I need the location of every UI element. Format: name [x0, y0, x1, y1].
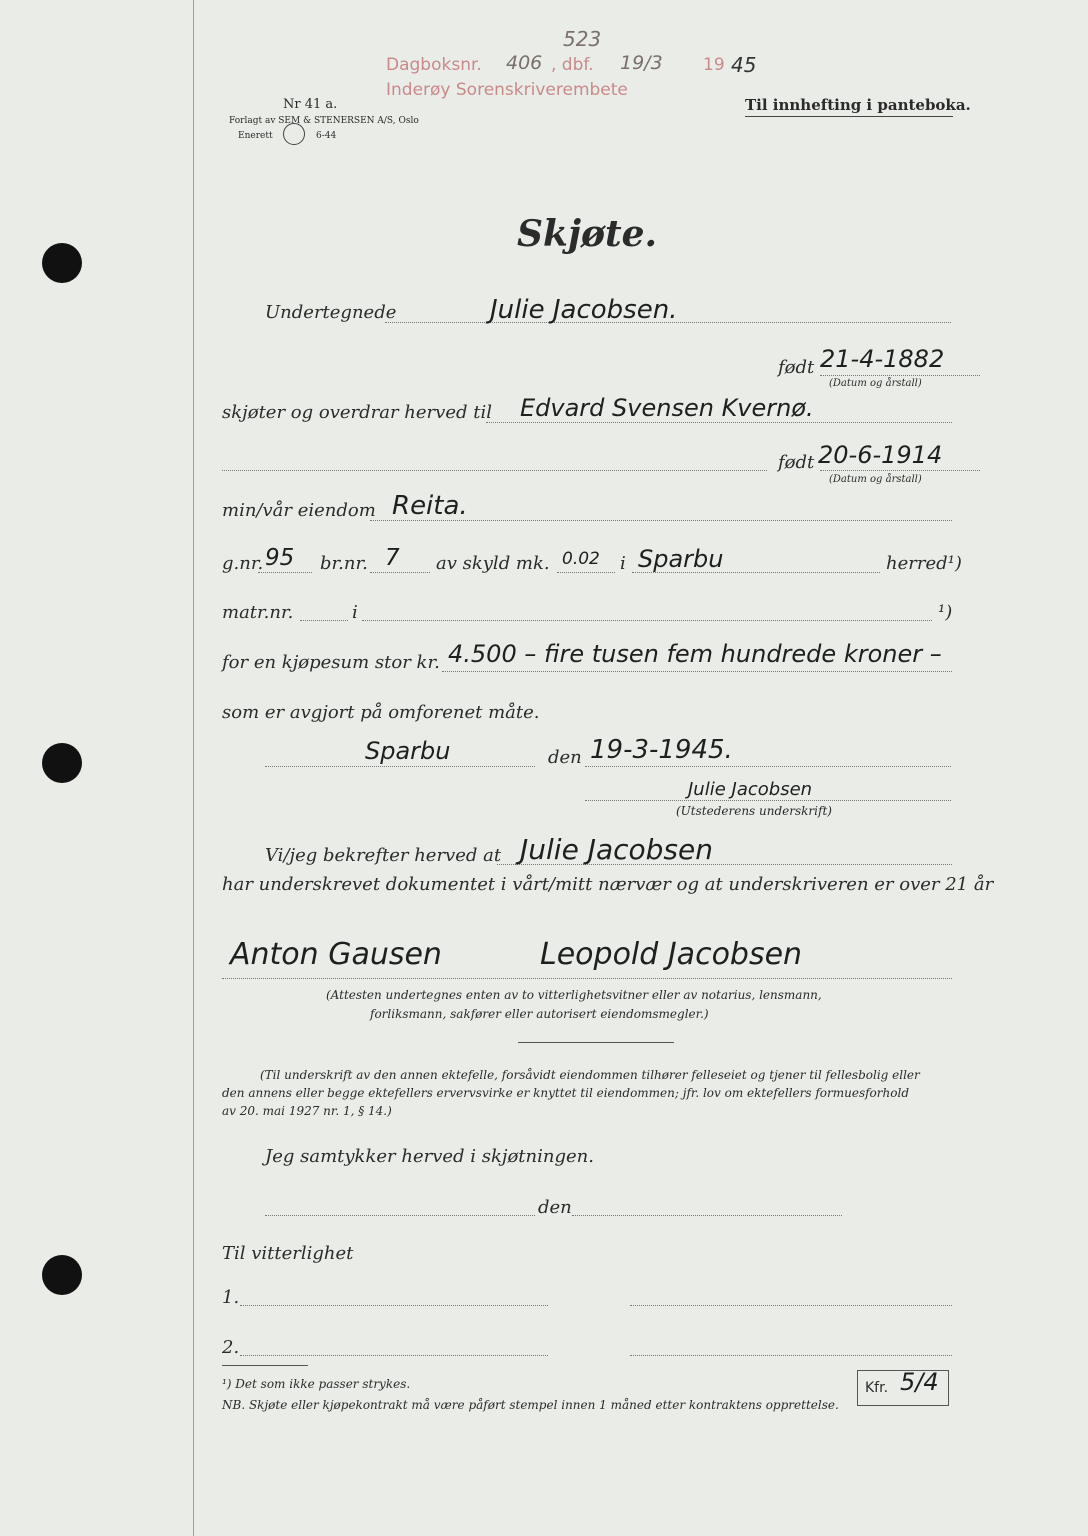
- seller-signature: Julie Jacobsen: [688, 779, 813, 800]
- right-heading-underline: [745, 116, 953, 117]
- footnote-rule: [222, 1365, 308, 1366]
- dagboksnr-value: 406: [506, 52, 543, 74]
- skyld-value: 0.02: [562, 549, 600, 569]
- dotted-line: [585, 766, 951, 767]
- dotted-line: [486, 422, 952, 423]
- fodt1-label: født: [778, 357, 815, 378]
- den-label: den: [548, 747, 582, 768]
- footnote-1: ¹) Det som ikke passer strykes.: [222, 1377, 411, 1391]
- i-label: i: [620, 553, 626, 574]
- attest-line2: har underskrevet dokumentet i vårt/mitt nærvær og at underskriveren er over 21 år: [222, 874, 994, 895]
- kjopesum-value: 4.500 – fire tusen fem hundrede kroner –: [448, 640, 942, 668]
- witness1-signature: Anton Gausen: [230, 937, 442, 972]
- attest-name: Julie Jacobsen: [520, 833, 713, 866]
- margin-rule: [193, 0, 194, 1536]
- dotted-line: [265, 1215, 535, 1216]
- matr-i-label: i: [352, 602, 358, 623]
- datum-note-2: (Datum og årstall): [829, 474, 922, 485]
- date-value: 19-3-1945.: [590, 735, 733, 765]
- undertegnede-label: Undertegnede: [265, 302, 397, 323]
- utsteder-label: (Utstederens underskrift): [676, 804, 832, 818]
- brnr-label: br.nr.: [320, 553, 368, 574]
- dotted-line: [820, 375, 980, 376]
- datum-note-1: (Datum og årstall): [829, 378, 922, 389]
- gnr-value: 95: [265, 545, 295, 571]
- attest-note-line1: (Attesten undertegnes enten av to vitterlighetsvitner eller av notarius, lensmann,: [326, 988, 822, 1002]
- dbf-label: , dbf.: [551, 55, 594, 75]
- dotted-line: [572, 1215, 842, 1216]
- form-number: Nr 41 a.: [283, 97, 338, 112]
- herred-label: herred¹): [886, 553, 962, 574]
- kfr-label: Kfr.: [865, 1380, 889, 1396]
- property-name: Reita.: [392, 491, 468, 521]
- dotted-line: [370, 572, 430, 573]
- attest-note-line2: forliksmann, sakfører eller autorisert eiendomsmegler.): [370, 1007, 709, 1021]
- seller-birthdate: 21-4-1882: [820, 345, 945, 373]
- matr-footnote-mark: ¹): [938, 602, 953, 623]
- page-number: 523: [563, 27, 602, 51]
- dotted-line: [222, 470, 767, 471]
- punch-hole-bottom: [42, 1255, 82, 1295]
- dotted-line: [362, 620, 932, 621]
- dotted-line: [557, 572, 615, 573]
- eiendom-label: min/vår eiendom: [222, 500, 376, 521]
- skjoter-label: skjøter og overdrar herved til: [222, 402, 492, 423]
- buyer-birthdate: 20-6-1914: [818, 441, 943, 469]
- dbf-value: 19/3: [620, 52, 663, 74]
- kjopesum-label: for en kjøpesum stor kr.: [222, 652, 440, 673]
- publisher-line1: Forlagt av SEM & STENERSEN A/S, Oslo: [229, 116, 419, 126]
- publisher-date: 6-44: [316, 131, 337, 141]
- dotted-line: [630, 1355, 952, 1356]
- seller-name: Julie Jacobsen.: [490, 295, 678, 325]
- year-prefix: 19: [703, 55, 725, 75]
- punch-hole-top: [42, 243, 82, 283]
- dotted-line: [240, 1305, 548, 1306]
- page-title: Skjøte.: [517, 213, 658, 255]
- attest-line1-label: Vi/jeg bekrefter herved at: [265, 845, 502, 866]
- publisher-line2: Enerett: [238, 131, 273, 141]
- dotted-line: [442, 671, 952, 672]
- separator-line: [518, 1042, 674, 1043]
- herred-value: Sparbu: [638, 545, 724, 573]
- spouse-note-line3: av 20. mai 1927 nr. 1, § 14.): [222, 1104, 392, 1118]
- spouse-note-line2: den annens eller begge ektefellers ervervsvirke er knyttet til eiendommen; jfr. lov om ektefellers formuesforhold: [222, 1086, 909, 1100]
- right-heading: Til innhefting i panteboka.: [745, 96, 971, 114]
- vitterlighet-item2: 2.: [222, 1337, 240, 1358]
- dotted-line: [585, 800, 951, 801]
- office-stamp: Inderøy Sorenskriverembete: [386, 80, 628, 100]
- witness2-signature: Leopold Jacobsen: [540, 937, 803, 972]
- dotted-line: [240, 1355, 548, 1356]
- dotted-line: [265, 766, 535, 767]
- publisher-logo: [283, 123, 305, 145]
- place-value: Sparbu: [365, 737, 451, 765]
- skyld-label: av skyld mk.: [436, 553, 550, 574]
- footnote-2: NB. Skjøte eller kjøpekontrakt må være påført stempel innen 1 måned etter kontraktens opprettelse.: [222, 1398, 839, 1412]
- avgjort-text: som er avgjort på omforenet måte.: [222, 702, 540, 723]
- brnr-value: 7: [385, 545, 400, 571]
- punch-hole-middle: [42, 743, 82, 783]
- buyer-name: Edvard Svensen Kvernø.: [520, 394, 814, 422]
- matrnr-label: matr.nr.: [222, 602, 294, 623]
- dotted-line: [630, 1305, 952, 1306]
- kfr-value: 5/4: [900, 1368, 939, 1396]
- dotted-line: [258, 572, 312, 573]
- gnr-label: g.nr.: [222, 553, 264, 574]
- fodt2-label: født: [778, 452, 815, 473]
- vitterlighet-heading: Til vitterlighet: [222, 1243, 354, 1264]
- dotted-line: [820, 470, 980, 471]
- dotted-line: [300, 620, 348, 621]
- consent-den-label: den: [538, 1197, 572, 1218]
- consent-text: Jeg samtykker herved i skjøtningen.: [265, 1146, 594, 1167]
- dotted-line: [222, 978, 952, 979]
- vitterlighet-item1: 1.: [222, 1287, 240, 1308]
- dagboksnr-label: Dagboksnr.: [386, 55, 482, 75]
- spouse-note-line1: (Til underskrift av den annen ektefelle, forsåvidt eiendommen tilhører felleseiet og tjener til fellesbolig eller: [260, 1068, 920, 1082]
- year-suffix: 45: [731, 53, 757, 77]
